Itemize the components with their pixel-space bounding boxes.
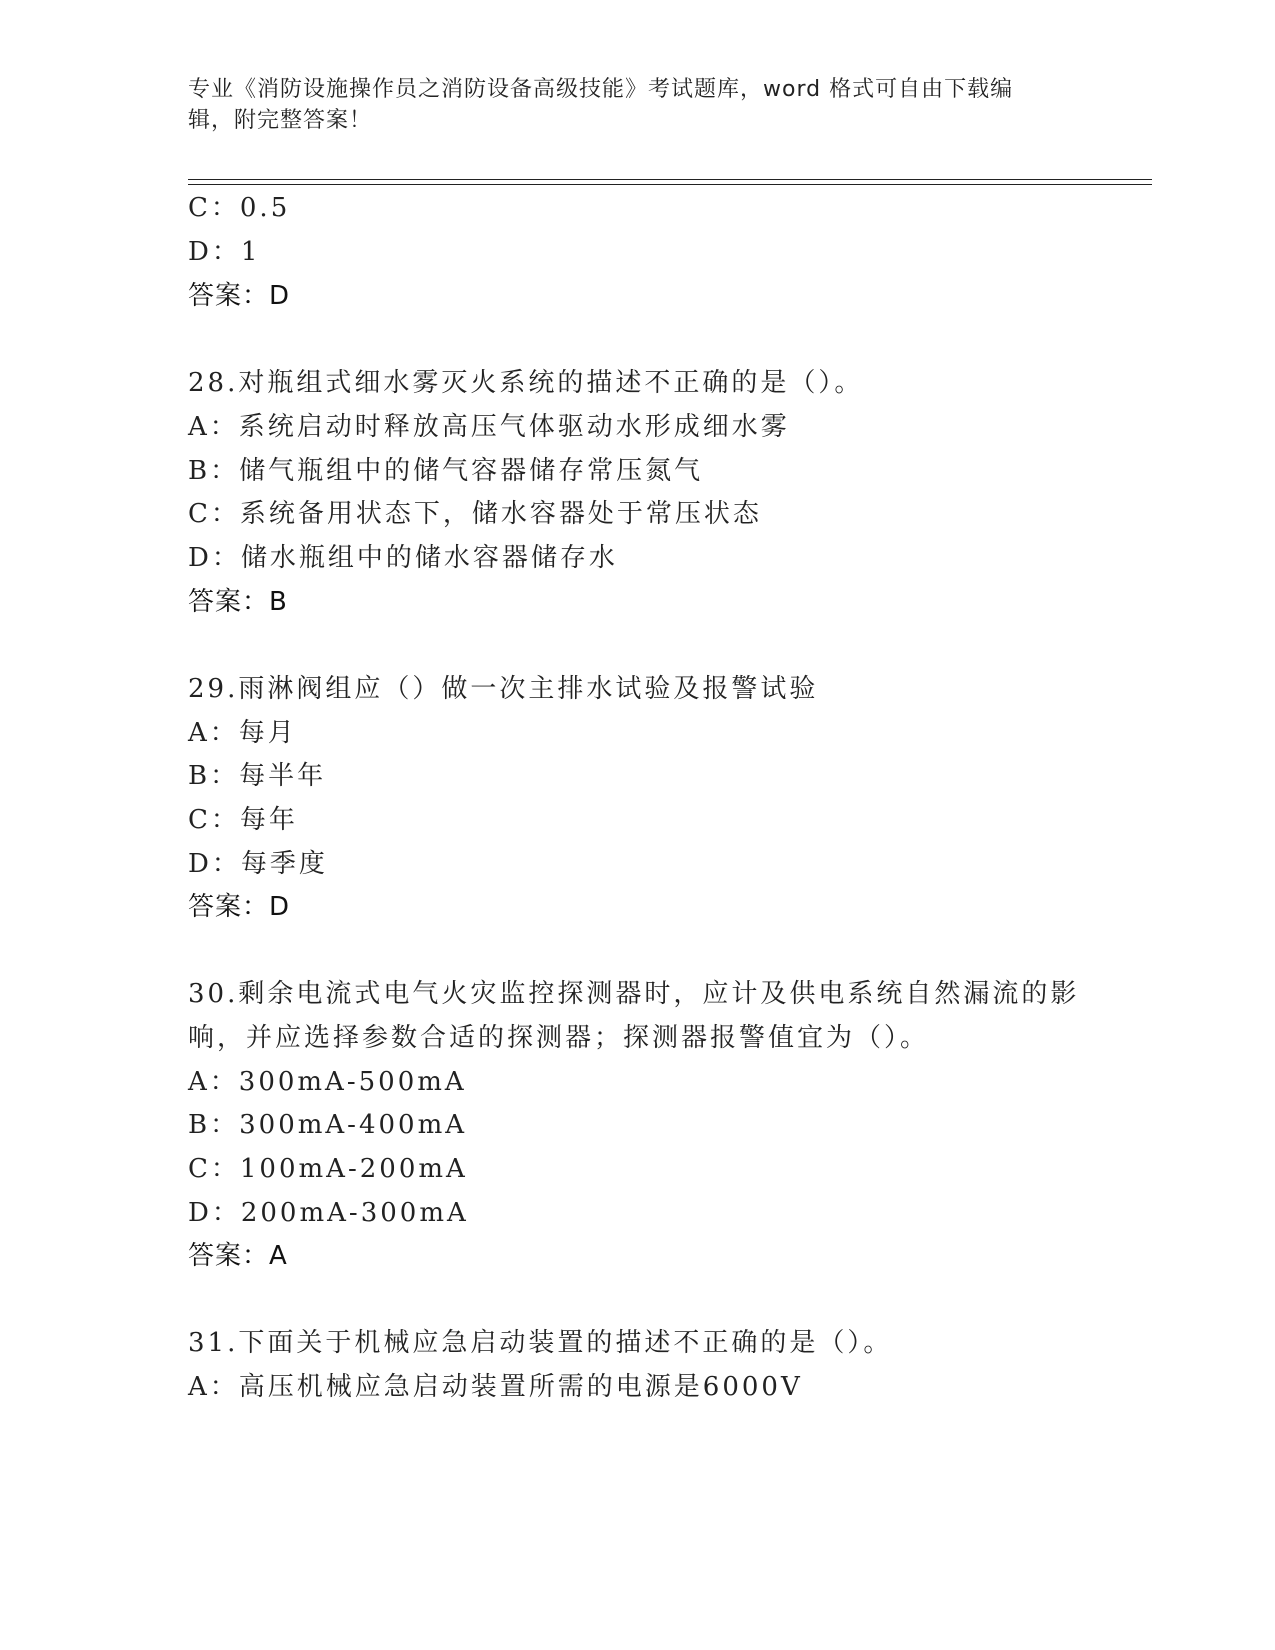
option-b-q30: B：300mA-400mA xyxy=(188,1110,468,1140)
header-divider-bottom xyxy=(188,184,1152,185)
header-line-2: 辑，附完整答案！ xyxy=(188,108,373,133)
option-a-q28: A：系统启动时释放高压气体驱动水形成细水雾 xyxy=(188,412,790,442)
option-c-q30: C：100mA-200mA xyxy=(188,1154,468,1184)
option-b-q28: B：储气瓶组中的储气容器储存常压氮气 xyxy=(188,456,704,486)
question-28: 28.对瓶组式细水雾灭火系统的描述不正确的是（）。 xyxy=(188,368,864,398)
option-d-q29: D：每季度 xyxy=(188,849,328,879)
question-29: 29.雨淋阀组应（）做一次主排水试验及报警试验 xyxy=(188,674,819,704)
option-c-q28: C：系统备用状态下，储水容器处于常压状态 xyxy=(188,499,762,529)
option-a-q30: A：300mA-500mA xyxy=(188,1067,467,1097)
option-c-q27: C：0.5 xyxy=(188,193,291,223)
option-d-q27: D：1 xyxy=(188,237,261,267)
question-31: 31.下面关于机械应急启动装置的描述不正确的是（）。 xyxy=(188,1328,893,1358)
question-30-line-1: 30.剩余电流式电气火灾监控探测器时，应计及供电系统自然漏流的影 xyxy=(188,979,1080,1009)
answer-q29: 答案：D xyxy=(188,892,291,922)
option-d-q28: D：储水瓶组中的储水容器储存水 xyxy=(188,543,618,573)
option-a-q29: A：每月 xyxy=(188,718,297,748)
answer-q28: 答案：B xyxy=(188,587,288,617)
answer-q30: 答案：A xyxy=(188,1241,288,1271)
option-a-q31: A：高压机械应急启动装置所需的电源是6000V xyxy=(188,1372,803,1402)
answer-q27: 答案：D xyxy=(188,281,291,311)
option-b-q29: B：每半年 xyxy=(188,761,327,791)
question-30-line-2: 响，并应选择参数合适的探测器；探测器报警值宜为（）。 xyxy=(188,1023,930,1053)
header-line-1: 专业《消防设施操作员之消防设备高级技能》考试题库，word 格式可自由下载编 xyxy=(188,77,1014,102)
document-header xyxy=(188,74,1088,136)
option-d-q30: D：200mA-300mA xyxy=(188,1198,469,1228)
header-divider-top xyxy=(188,179,1152,180)
option-c-q29: C：每年 xyxy=(188,805,298,835)
